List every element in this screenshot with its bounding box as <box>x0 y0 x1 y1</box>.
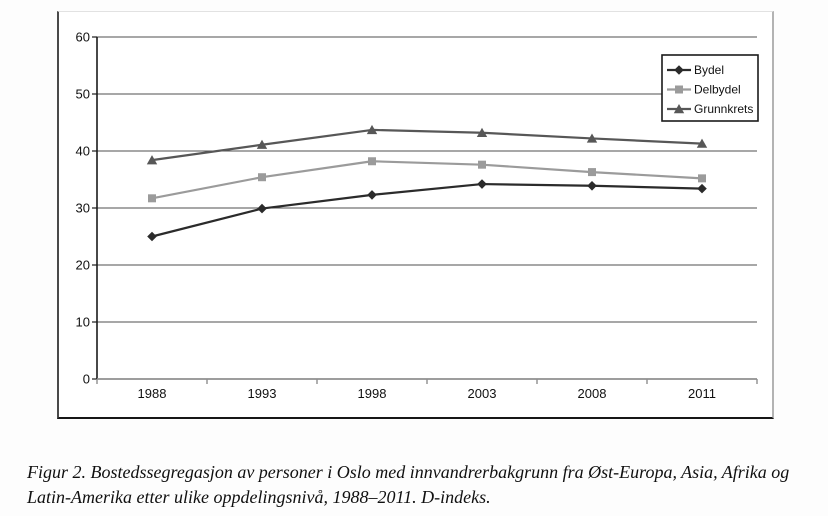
y-tick-label: 10 <box>75 314 90 330</box>
x-tick-label: 2008 <box>577 386 607 401</box>
series-marker-delbydel <box>258 173 266 181</box>
y-tick-label: 60 <box>75 29 90 45</box>
series-line-bydel <box>152 184 702 236</box>
series-marker-delbydel <box>478 161 486 169</box>
legend-marker-square <box>675 86 683 94</box>
series-marker-bydel <box>477 179 487 189</box>
series-marker-delbydel <box>148 194 156 202</box>
x-tick-label: 2003 <box>467 386 497 401</box>
x-tick-label: 1988 <box>137 386 167 401</box>
series-marker-bydel <box>147 232 157 242</box>
x-tick-label: 1993 <box>247 386 277 401</box>
y-tick-label: 40 <box>75 143 90 159</box>
x-tick-label: 1998 <box>357 386 387 401</box>
y-tick-label: 20 <box>75 257 90 273</box>
legend-item-label: Grunnkrets <box>694 102 754 116</box>
x-tick-label: 2011 <box>688 386 716 401</box>
y-tick-label: 50 <box>75 86 90 102</box>
legend-item-label: Bydel <box>694 63 725 77</box>
figure-caption-line1: Figur 2. Bostedssegregasjon av personer i Oslo med innvandrerbakgrunn fra Øst-Europa, Asia, Afrika og <box>27 462 790 482</box>
series-marker-delbydel <box>368 157 376 165</box>
series-marker-bydel <box>367 190 377 200</box>
series-marker-bydel <box>257 204 267 214</box>
series-marker-bydel <box>587 181 597 191</box>
series-marker-delbydel <box>588 168 596 176</box>
series-line-grunnkrets <box>152 130 702 160</box>
y-tick-label: 30 <box>75 200 90 216</box>
series-line-delbydel <box>152 161 702 198</box>
y-tick-label: 0 <box>82 371 90 387</box>
figure-caption-line2: Latin-Amerika etter ulike oppdelingsnivå, 1988–2011. D-indeks. <box>27 487 491 507</box>
figure-caption <box>27 460 817 510</box>
legend-item-label: Delbydel <box>694 82 741 97</box>
series-marker-delbydel <box>698 174 706 182</box>
series-marker-bydel <box>697 184 707 194</box>
